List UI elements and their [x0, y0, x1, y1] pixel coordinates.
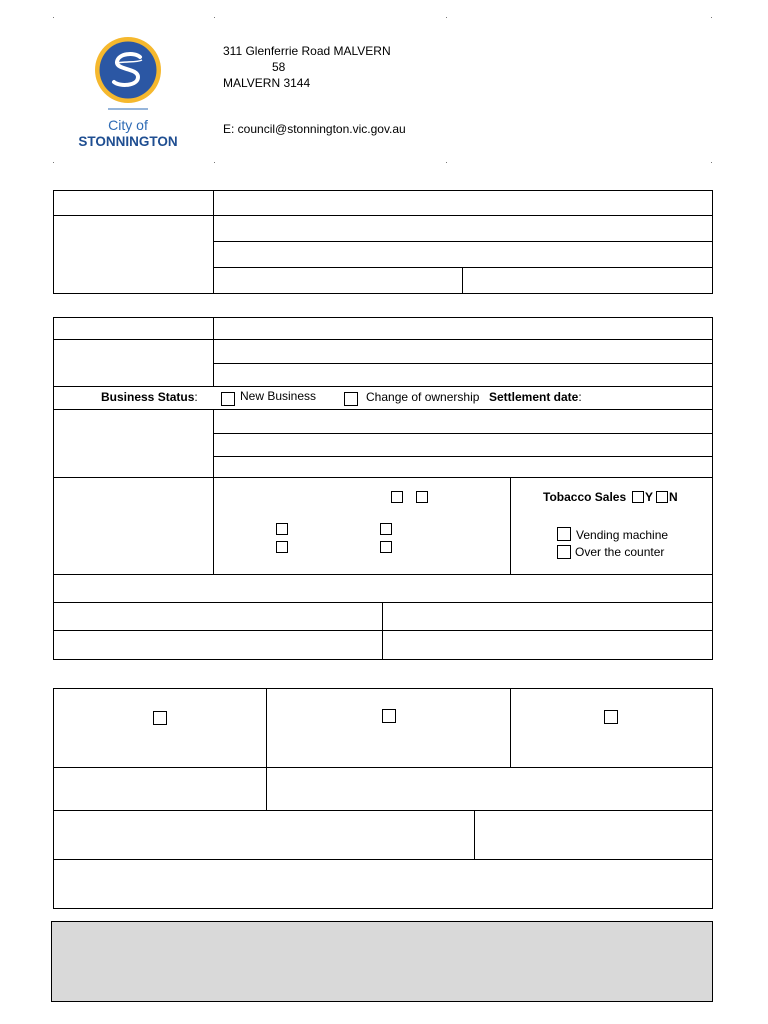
option-checkbox[interactable] [380, 523, 392, 535]
change-of-ownership-checkbox[interactable] [344, 392, 358, 406]
address-line2: 58 [272, 60, 286, 74]
row-divider [53, 574, 713, 575]
registration-mark [711, 162, 712, 163]
new-business-checkbox[interactable] [221, 392, 235, 406]
tobacco-no-checkbox[interactable] [656, 491, 668, 503]
row-divider [53, 630, 713, 631]
row-divider [53, 339, 713, 340]
logo-line2: STONNINGTON [78, 134, 178, 149]
row-divider [53, 409, 713, 410]
settlement-date-label: Settlement date: [489, 390, 582, 404]
option-checkbox[interactable] [276, 541, 288, 553]
column-divider [213, 190, 214, 294]
tobacco-sales-label: Tobacco Sales [543, 490, 627, 504]
registration-mark [214, 17, 215, 18]
row-divider [213, 363, 713, 364]
table-border [53, 190, 713, 294]
row-divider [213, 241, 713, 242]
option-checkbox[interactable] [153, 711, 167, 725]
over-the-counter-checkbox[interactable] [557, 545, 571, 559]
column-divider [213, 409, 214, 574]
address-line3: MALVERN 3144 [223, 76, 311, 90]
business-status-label: Business Status: [101, 390, 198, 404]
column-divider [266, 688, 267, 810]
option-checkbox[interactable] [604, 710, 618, 724]
email-line: E: council@stonnington.vic.gov.au [223, 122, 406, 136]
council-logo [72, 28, 184, 156]
row-divider [53, 602, 713, 603]
new-business-label: New Business [240, 389, 317, 403]
row-divider [53, 810, 713, 811]
vending-machine-checkbox[interactable] [557, 527, 571, 541]
registration-mark [214, 162, 215, 163]
column-divider [474, 810, 475, 859]
row-divider [53, 477, 713, 478]
registration-mark [446, 17, 447, 18]
logo-line1: City of [108, 117, 148, 133]
row-divider [53, 386, 713, 387]
column-divider [382, 602, 383, 660]
tobacco-yes-checkbox[interactable] [632, 491, 644, 503]
over-the-counter-label: Over the counter [575, 545, 665, 559]
registration-mark [446, 162, 447, 163]
row-divider [53, 767, 713, 768]
tobacco-yes-label: Y [645, 490, 654, 504]
column-divider [462, 267, 463, 294]
change-of-ownership-label: Change of ownership [366, 390, 480, 404]
row-divider [53, 859, 713, 860]
option-checkbox[interactable] [391, 491, 403, 503]
column-divider [510, 688, 511, 767]
option-checkbox[interactable] [416, 491, 428, 503]
column-divider [510, 477, 511, 574]
registration-mark [53, 17, 54, 18]
column-divider [213, 317, 214, 386]
registration-mark [53, 162, 54, 163]
row-divider [213, 456, 713, 457]
row-divider [53, 215, 713, 216]
row-divider [213, 433, 713, 434]
office-use-box [51, 921, 713, 1002]
address-line1: 311 Glenferrie Road MALVERN [223, 44, 391, 58]
tobacco-no-label: N [669, 490, 678, 504]
option-checkbox[interactable] [276, 523, 288, 535]
table-border [53, 317, 713, 660]
option-checkbox[interactable] [380, 541, 392, 553]
registration-mark [711, 17, 712, 18]
option-checkbox[interactable] [382, 709, 396, 723]
vending-machine-label: Vending machine [576, 528, 669, 542]
row-divider [213, 267, 713, 268]
